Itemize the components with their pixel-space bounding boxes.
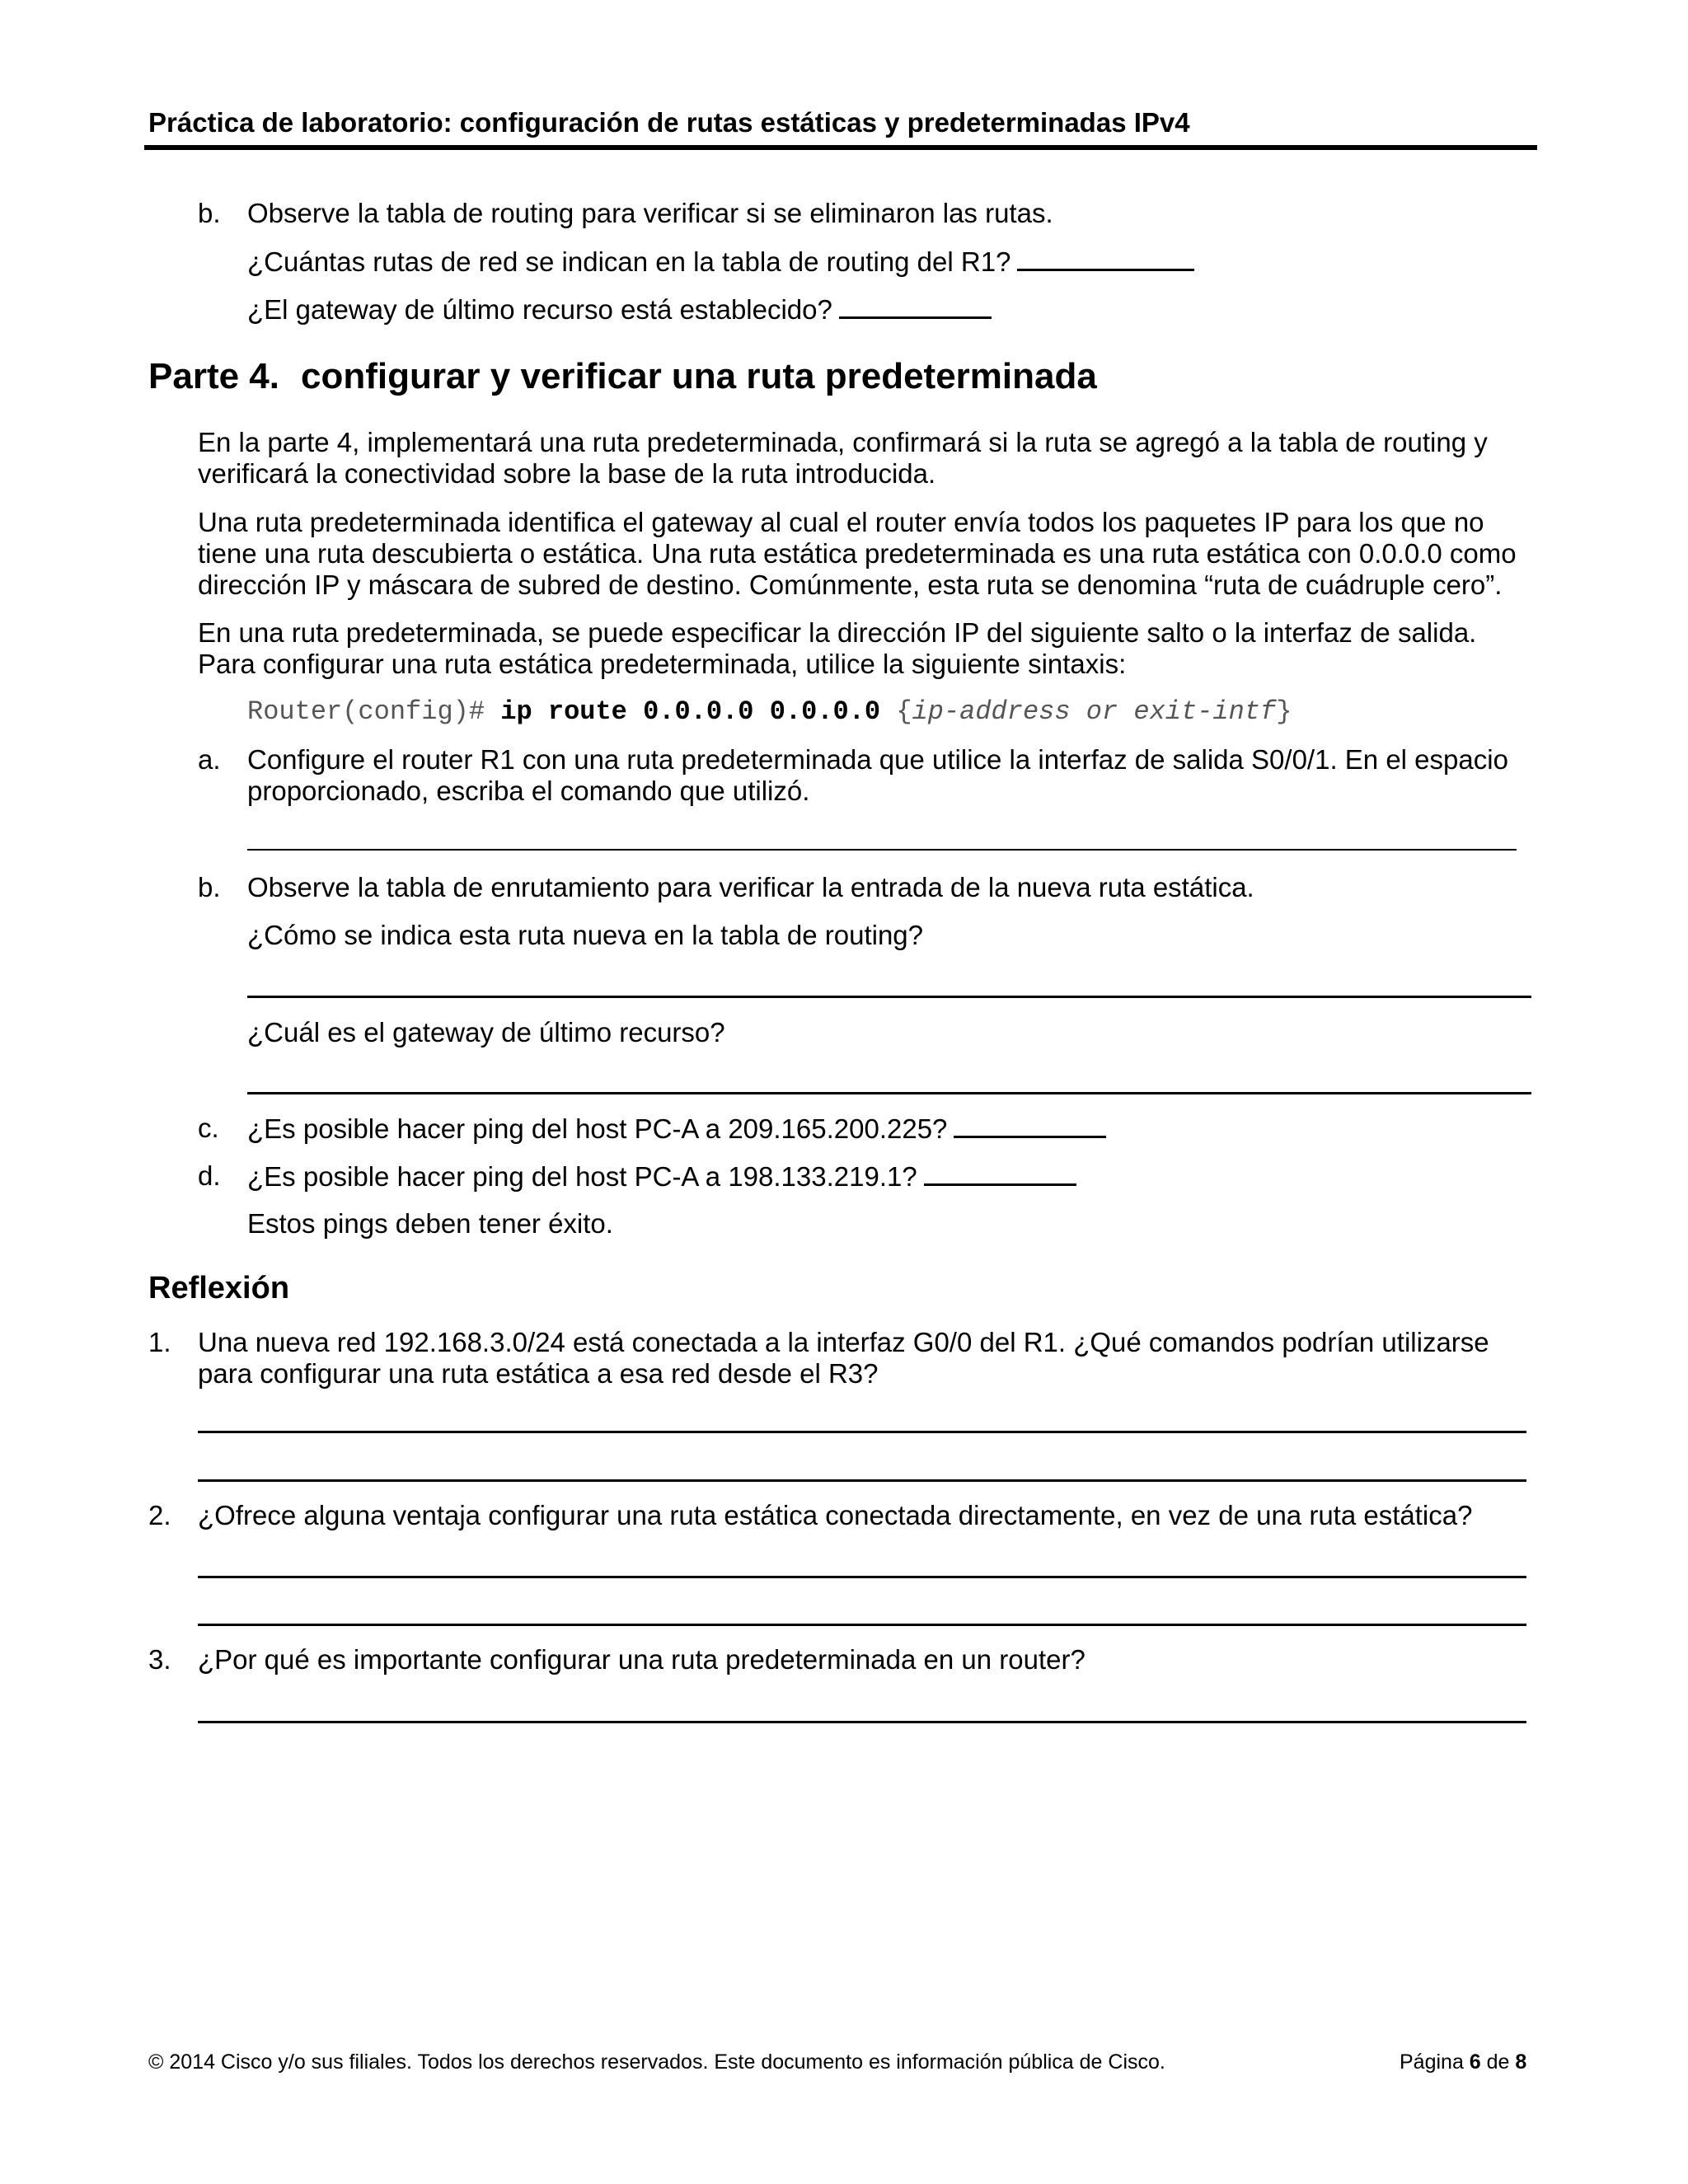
- answer-line[interactable]: [198, 1576, 1526, 1578]
- answer-blank[interactable]: [924, 1160, 1076, 1186]
- paragraph-line: tiene una ruta descubierta o estática. Una ruta estática predeterminada es una ruta estática con 0.0.0.0 como: [198, 538, 1517, 569]
- step-marker: b.: [198, 198, 221, 228]
- code-args-close: }: [1276, 696, 1292, 727]
- answer-line[interactable]: [198, 1624, 1526, 1626]
- code-args-open: {: [880, 696, 912, 727]
- paragraph-line: Una ruta predeterminada identifica el gateway al cual el router envía todos los paquetes IP para los que no: [198, 507, 1484, 537]
- step-text: proporcionado, escriba el comando que utilizó.: [247, 776, 810, 806]
- question-text: ¿Cómo se indica esta ruta nueva en la tabla de routing?: [247, 920, 924, 950]
- step-text: Configure el router R1 con una ruta predeterminada que utilice la interfaz de salida S0/0/1. En el espacio: [247, 744, 1508, 775]
- question: [247, 293, 992, 326]
- step-note: Estos pings deben tener éxito.: [247, 1208, 613, 1239]
- reflection-heading: Reflexión: [148, 1271, 290, 1305]
- section-label: Parte 4.: [148, 356, 279, 396]
- answer-line[interactable]: [198, 1431, 1526, 1433]
- footer-page-number: [1400, 2050, 1526, 2074]
- question-number: 2.: [148, 1500, 171, 1530]
- question-number: 3.: [148, 1644, 171, 1675]
- answer-blank[interactable]: [954, 1113, 1106, 1138]
- question-text: ¿Es posible hacer ping del host PC-A a 209.165.200.225?: [247, 1113, 948, 1144]
- paragraph-line: En la parte 4, implementará una ruta predeterminada, confirmará si la ruta se agregó a la tabla de routing y: [198, 427, 1488, 457]
- question-text: ¿Cuántas rutas de red se indican en la tabla de routing del R1?: [247, 246, 1011, 277]
- header-title: Práctica de laboratorio: configuración de rutas estáticas y predeterminadas IPv4: [148, 107, 1190, 138]
- step-marker: b.: [198, 872, 221, 902]
- question: [247, 1113, 1106, 1145]
- page-current: 6: [1469, 2050, 1481, 2074]
- code-syntax: [247, 696, 1292, 728]
- question-number: 1.: [148, 1327, 171, 1357]
- page-total: 8: [1515, 2050, 1527, 2074]
- footer-copyright: © 2014 Cisco y/o sus filiales. Todos los derechos reservados. Este documento es información pública de Cisco.: [148, 2050, 1165, 2074]
- paragraph-line: En una ruta predeterminada, se puede especificar la dirección IP del siguiente salto o la interfaz de salida.: [198, 617, 1477, 648]
- answer-line[interactable]: [198, 1479, 1526, 1482]
- step-marker: d.: [198, 1160, 221, 1191]
- question-text: para configurar una ruta estática a esa red desde el R3?: [198, 1358, 879, 1389]
- code-command: ip route 0.0.0.0 0.0.0.0: [500, 696, 881, 727]
- question: [247, 246, 1194, 278]
- question-text: ¿Es posible hacer ping del host PC-A a 198.133.219.1?: [247, 1161, 917, 1192]
- section-heading: [148, 356, 1097, 397]
- header-rule: [144, 145, 1537, 150]
- question-text: ¿Ofrece alguna ventaja configurar una ruta estática conectada directamente, en vez de una ruta estática?: [198, 1500, 1473, 1530]
- step-text: Observe la tabla de enrutamiento para verificar la entrada de la nueva ruta estática.: [247, 872, 1254, 902]
- question: [247, 1160, 1076, 1193]
- step-marker: a.: [198, 744, 221, 775]
- answer-line[interactable]: [247, 849, 1517, 851]
- question-text: Una nueva red 192.168.3.0/24 está conectada a la interfaz G0/0 del R1. ¿Qué comandos podrían utilizarse: [198, 1327, 1489, 1357]
- step-marker: c.: [198, 1113, 219, 1143]
- code-args: ip-address or exit-intf: [912, 696, 1277, 727]
- paragraph-line: verificará la conectividad sobre la base de la ruta introducida.: [198, 458, 936, 489]
- paragraph-line: dirección IP y máscara de subred de destino. Comúnmente, esta ruta se denomina “ruta de cuádruple cero”.: [198, 569, 1503, 600]
- question-text: ¿El gateway de último recurso está establecido?: [247, 294, 832, 325]
- answer-line[interactable]: [247, 1092, 1531, 1094]
- question-text: ¿Cuál es el gateway de último recurso?: [247, 1017, 725, 1047]
- code-prompt: Router(config)#: [247, 696, 501, 727]
- answer-blank[interactable]: [839, 293, 992, 319]
- answer-line[interactable]: [247, 996, 1531, 998]
- paragraph-line: Para configurar una ruta estática predeterminada, utilice la siguiente sintaxis:: [198, 649, 1127, 679]
- answer-line[interactable]: [198, 1721, 1526, 1723]
- page-header: [148, 107, 1190, 138]
- question-text: ¿Por qué es importante configurar una ruta predeterminada en un router?: [198, 1644, 1085, 1675]
- page-prefix: Página: [1400, 2050, 1470, 2074]
- step-text: Observe la tabla de routing para verificar si se eliminaron las rutas.: [247, 198, 1053, 228]
- page-middle: de: [1480, 2050, 1516, 2074]
- answer-blank[interactable]: [1017, 246, 1194, 271]
- section-title: configurar y verificar una ruta predeterminada: [300, 356, 1097, 396]
